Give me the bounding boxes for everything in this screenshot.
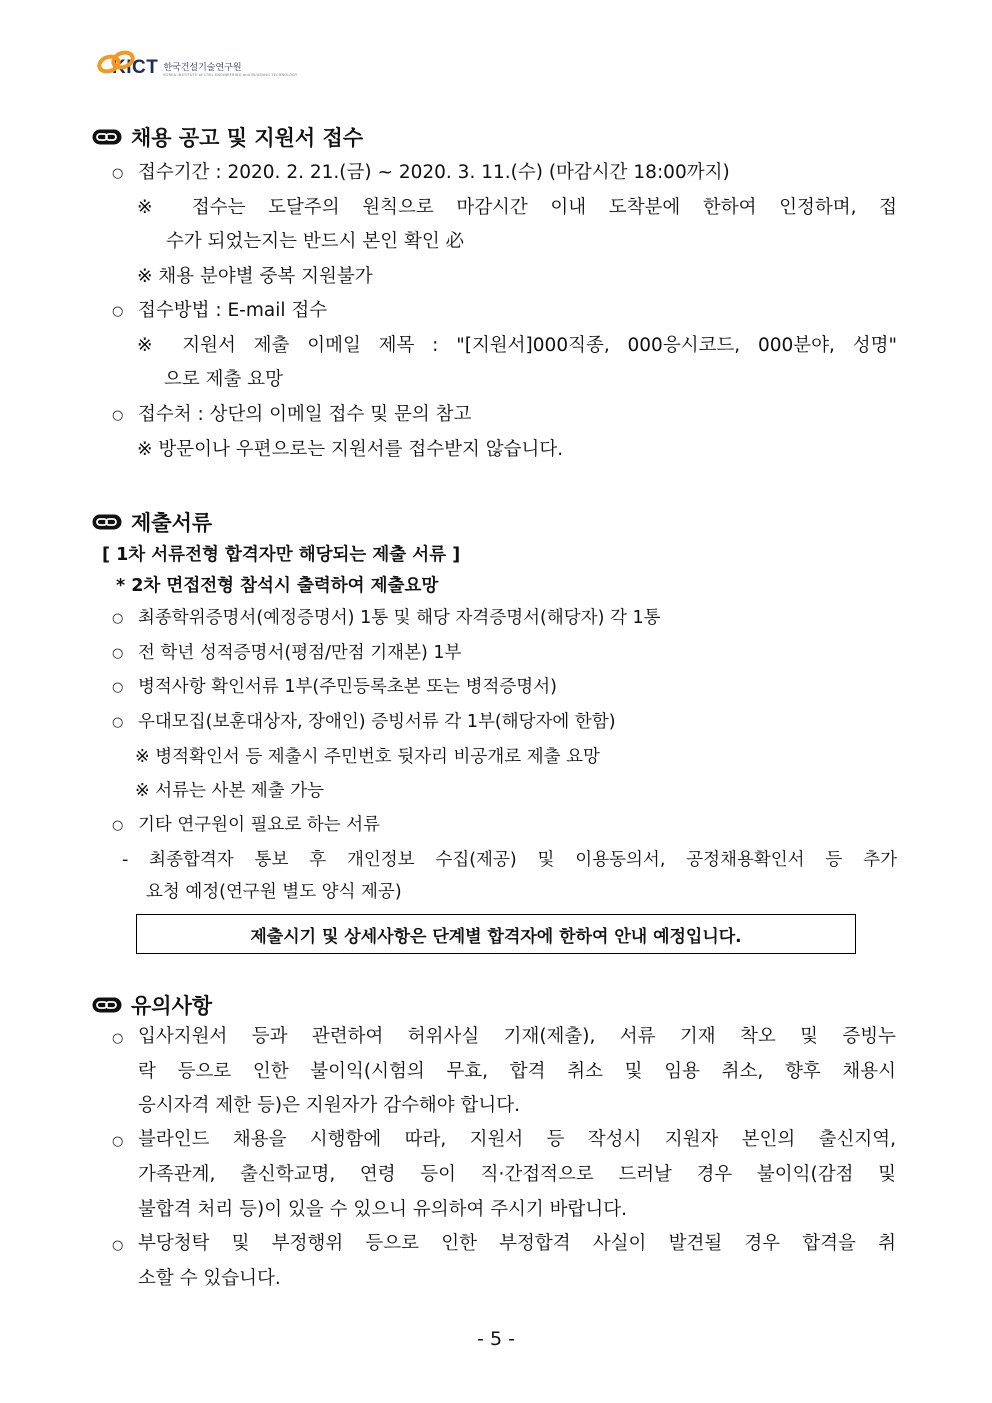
bullet-icon: ○ [112,646,124,661]
bullet-icon: ○ [112,1134,124,1149]
org-name-kr: 한국건설기술연구원 [163,63,242,73]
section-title-precautions [92,990,212,1020]
text-line: 락 등으로 인한 불이익(시험의 무효, 합격 취소 및 임용 취소, 향후 채용시 [138,1061,896,1082]
section-title-text: 제출서류 [131,511,213,535]
text-line: 최종학위증명서(예정증명서) 1통 및 해당 자격증명서(해당자) 각 1통 [138,608,661,628]
text-line: 우대모집(보훈대상자, 장애인) 증빙서류 각 1부(해당자에 한함) [138,712,616,732]
text-line: ※ 지원서 제출 이메일 제목 : "[지원서]000직종, 000응시코드, 000분야, 성명" [137,335,897,356]
text-line: 접수처 : 상단의 이메일 접수 및 문의 참고 [138,404,472,425]
text-line: ※ 방문이나 우편으로는 지원서를 접수받지 않습니다. [137,439,564,460]
page-number: - 5 - [477,1328,515,1350]
text-line: 요청 예정(연구원 별도 양식 제공) [146,882,402,902]
text-line: 입사지원서 등과 관련하여 허위사실 기재(제출), 서류 기재 착오 및 증빙누 [138,1026,896,1047]
section-title-text: 채용 공고 및 지원서 접수 [131,126,364,150]
bullet-icon: ○ [112,818,124,833]
section-title-recruitment [92,122,363,152]
logo-text: KICT [112,57,159,78]
section-title-documents [92,507,212,537]
link-icon [92,514,122,530]
text-line: 접수방법 : E-mail 접수 [138,300,328,321]
bullet-icon: ○ [112,304,124,319]
bullet-icon: ○ [112,680,124,695]
bullet-icon: ○ [112,715,124,730]
text-line: ※ 채용 분야별 중복 지원불가 [137,266,373,287]
text-line: 병적사항 확인서류 1부(주민등록초본 또는 병적증명서) [138,677,557,697]
text-line: 으로 제출 요망 [164,369,283,390]
text-line: ※ 병적확인서 등 제출시 주민번호 뒷자리 비공개로 제출 요망 [135,747,600,767]
text-line: 전 학년 성적증명서(평점/만점 기재본) 1부 [138,643,462,663]
logo-org-name [163,63,297,78]
bullet-icon: ○ [112,1238,124,1253]
section-title-text: 유의사항 [131,994,213,1018]
text-line: - 최종합격자 통보 후 개인정보 수집(제공) 및 이용동의서, 공정채용확인서 등 추가 [122,850,897,870]
text-line: 소할 수 있습니다. [138,1268,281,1289]
text-line: 기타 연구원이 필요로 하는 서류 [138,815,381,835]
text-line: * 2차 면접전형 참석시 출력하여 제출요망 [116,576,439,596]
link-icon [92,129,122,145]
kict-logo-icon [96,48,136,78]
text-line: [ 1차 서류전형 합격자만 해당되는 제출 서류 ] [102,545,461,565]
text-line: 부당청탁 및 부정행위 등으로 인한 부정합격 사실이 발견될 경우 합격을 취 [138,1233,896,1254]
notice-box: 제출시기 및 상세사항은 단계별 합격자에 한하여 안내 예정입니다. [136,914,856,954]
bullet-icon: ○ [112,611,124,626]
text-line: 접수기간 : 2020. 2. 21.(금) ~ 2020. 3. 11.(수) (마감시간 18:00까지) [138,162,730,183]
text-line: 가족관계, 출신학교명, 연령 등이 직·간접적으로 드러날 경우 불이익(감점 및 [138,1164,896,1185]
org-name-en: KOREA INSTITUTE of CIVIL ENGINEERING and BUILDING TECHNOLOGY [163,73,298,77]
text-line: 응시자격 제한 등)은 지원자가 감수해야 합니다. [138,1095,521,1116]
kict-logo [96,48,297,78]
text-line: 블라인드 채용을 시행함에 따라, 지원서 등 작성시 지원자 본인의 출신지역, [138,1129,896,1150]
text-line: 불합격 처리 등)이 있을 수 있으니 유의하여 주시기 바랍니다. [138,1199,628,1220]
bullet-icon: ○ [112,1031,124,1046]
bullet-icon: ○ [112,408,124,423]
text-line: ※ 접수는 도달주의 원칙으로 마감시간 이내 도착분에 한하여 인정하며, 접 [137,197,897,218]
bullet-icon: ○ [112,166,124,181]
text-line: 수가 되었는지는 반드시 본인 확인 必 [166,231,465,252]
link-icon [92,997,122,1013]
text-line: ※ 서류는 사본 제출 가능 [135,781,325,801]
